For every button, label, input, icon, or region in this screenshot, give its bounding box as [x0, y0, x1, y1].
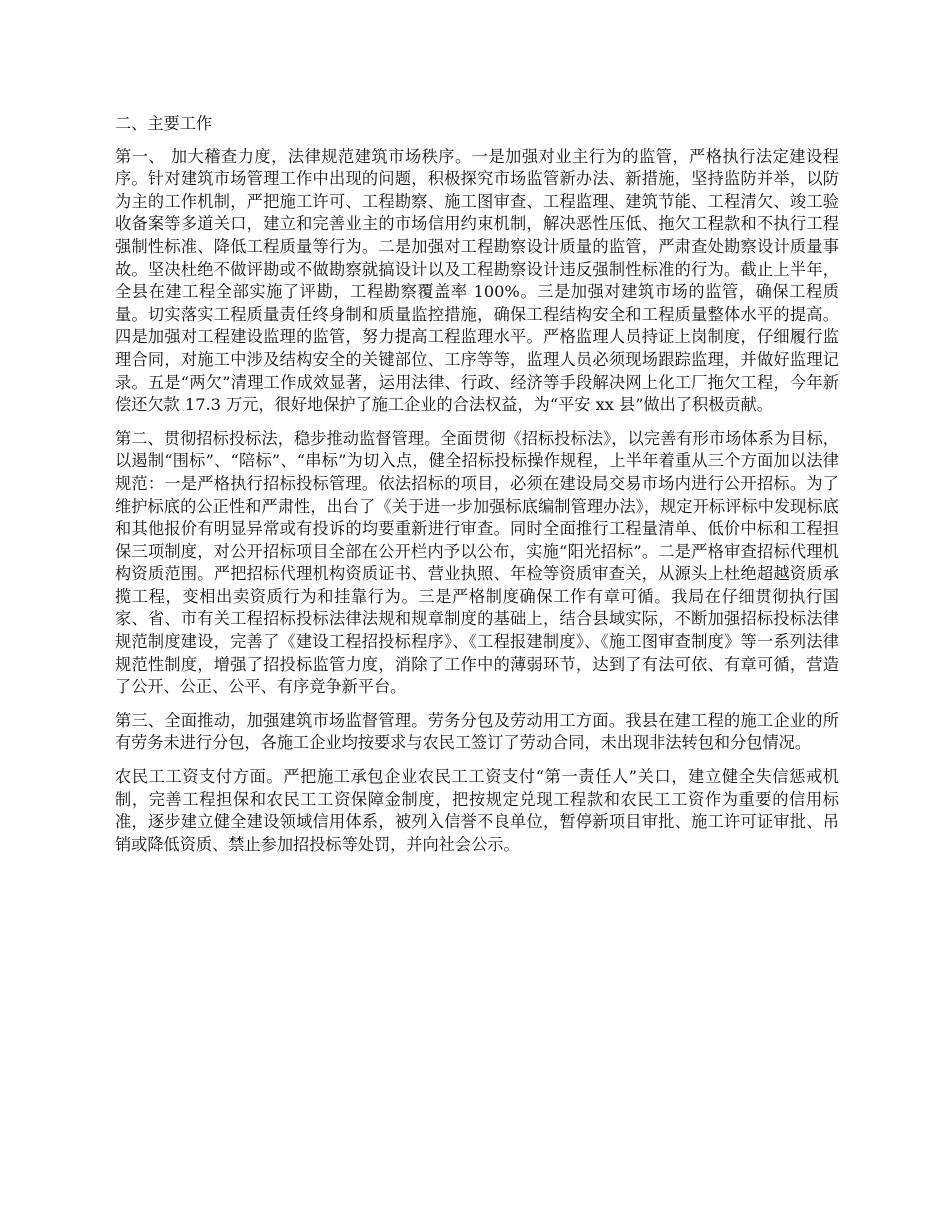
document-page	[115, 113, 839, 867]
section-heading: 二、主要工作	[115, 114, 213, 133]
paragraph-third: 第三、全面推动，加强建筑市场监督管理。劳务分包及劳动用工方面。我县在建工程的施工企业的所有劳务未进行分包，各施工企业均按要求与农民工签订了劳动合同，未出现非法转包和分包情况。	[115, 710, 839, 753]
paragraph-second: 第二、贯彻招标投标法，稳步推动监督管理。全面贯彻《招标投标法》，以完善有形市场体系为目标，以遏制“围标”、“陪标”、“串标”为切入点，健全招标投标操作规程，上半年着重从三个方面加以法律规范：一是严格执行招标投标管理。依法招标的项目，必须在建设局交易市场内进行公开招标。为了维护标底的公正性和严肃性，出台了《关于进一步加强标底编制管理办法》，规定开标评标中发现标底和其他报价有明显异常或有投诉的均要重新进行审查。同时全面推行工程量清单、低价中标和工程担保三项制度，对公开招标项目全部在公开栏内予以公布，实施“阳光招标”。二是严格审查招标代理机构资质范围。严把招标代理机构资质证书、营业执照、年检等资质审查关，从源头上杜绝超越资质承揽工程，变相出卖资质行为和挂靠行为。三是严格制度确保工作有章可循。我局在仔细贯彻执行国家、省、市有关工程招标投标法律法规和规章制度的基础上，结合县域实际，不断加强招标投标法律规范制度建设，完善了《建设工程招投标程序》、《工程报建制度》、《施工图审查制度》等一系列法律规范性制度，增强了招投标监管力度，消除了工作中的薄弱环节，达到了有法可依、有章可循，营造了公开、公正、公平、有序竞争新平台。	[115, 428, 839, 697]
paragraph-first: 第一、 加大稽查力度，法律规范建筑市场秩序。一是加强对业主行为的监管，严格执行法定建设程序。针对建筑市场管理工作中出现的问题，积极探究市场监管新办法、新措施，坚持监防并举，以防为主的工作机制，严把施工许可、工程勘察、施工图审查、工程监理、建筑节能、工程清欠、竣工验收备案等多道关口，建立和完善业主的市场信用约束机制，解决恶性压低、拖欠工程款和不执行工程强制性标准、降低工程质量等行为。二是加强对工程勘察设计质量的监管，严肃查处勘察设计质量事故。坚决杜绝不做评勘或不做勘察就搞设计以及工程勘察设计违反强制性标准的行为。截止上半年，全县在建工程全部实施了评勘，工程勘察覆盖率 100%。三是加强对建筑市场的监管，确保工程质量。切实落实工程质量责任终身制和质量监控措施，确保工程结构安全和工程质量整体水平的提高。四是加强对工程建设监理的监管，努力提高工程监理水平。严格监理人员持证上岗制度，仔细履行监理合同，对施工中涉及结构安全的关键部位、工序等等，监理人员必须现场跟踪监理，并做好监理记录。五是“两欠”清理工作成效显著，运用法律、行政、经济等手段解决网上化工厂拖欠工程，今年新偿还欠款 17.3 万元，很好地保护了施工企业的合法权益，为“平安 xx 县”做出了积极贡献。	[115, 146, 839, 415]
paragraph-wages: 农民工工资支付方面。严把施工承包企业农民工工资支付“第一责任人”关口，建立健全失信惩戒机制，完善工程担保和农民工工资保障金制度，把按规定兑现工程款和农民工工资作为重要的信用标准，逐步建立健全建设领域信用体系，被列入信誉不良单位，暂停新项目审批、施工许可证审批、吊销或降低资质、禁止参加招投标等处罚，并向社会公示。	[115, 767, 839, 854]
